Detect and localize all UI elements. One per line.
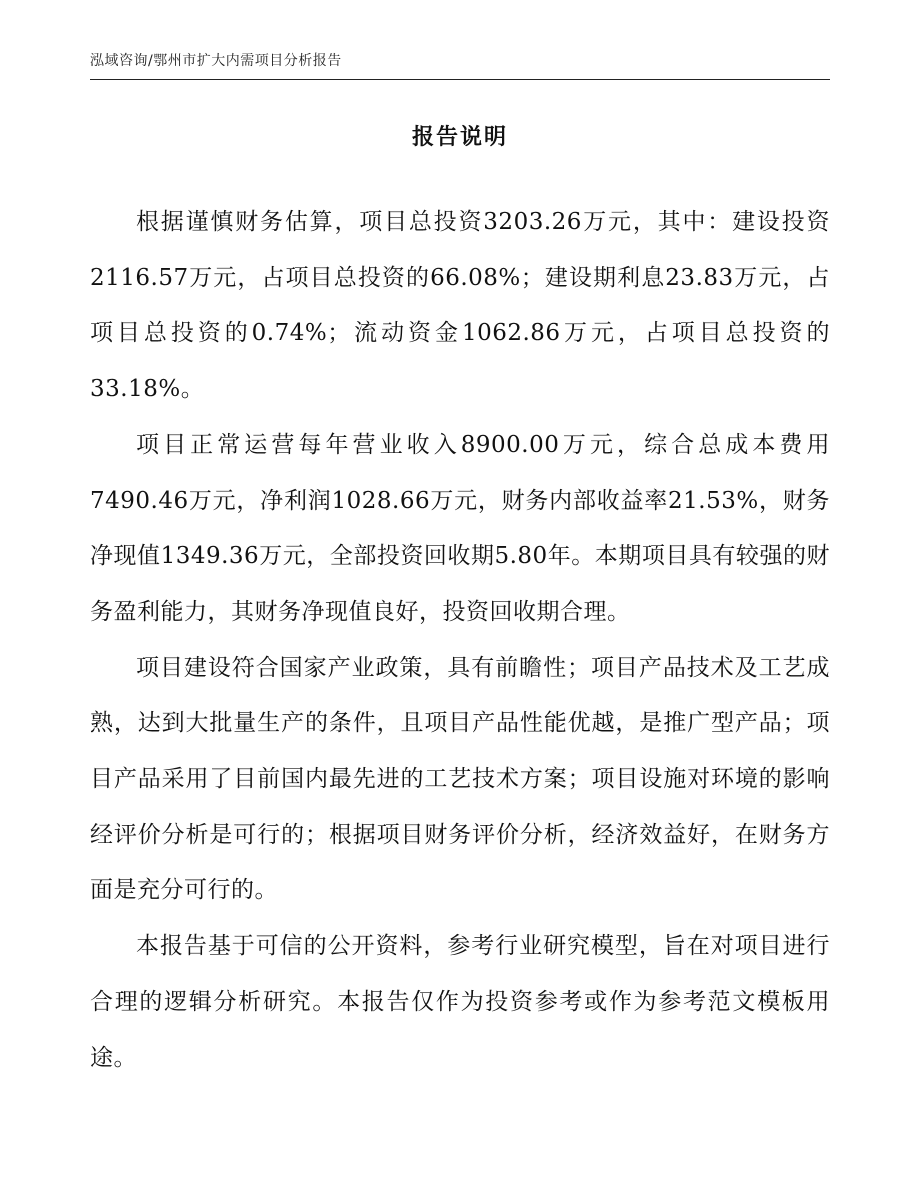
paragraph-feasibility: 项目建设符合国家产业政策，具有前瞻性；项目产品技术及工艺成熟，达到大批量生产的条件，且项目产品性能优越，是推广型产品；项目产品采用了目前国内最先进的工艺技术方案；项目设施对环境的影响经评价分析是可行的；根据项目财务评价分析，经济效益好，在财务方面是充分可行的。 <box>90 654 830 904</box>
header-divider <box>90 79 830 80</box>
paragraph-investment: 根据谨慎财务估算，项目总投资3203.26万元，其中：建设投资2116.57万元，占项目总投资的66.08%；建设期利息23.83万元，占项目总投资的0.74%；流动资金1062.86万元，占项目总投资的33.18%。 <box>90 209 830 403</box>
paragraph-disclaimer: 本报告基于可信的公开资料，参考行业研究模型，旨在对项目进行合理的逻辑分析研究。本报告仅作为投资参考或作为参考范文模板用途。 <box>90 933 830 1071</box>
report-body <box>90 195 830 1086</box>
paragraph-revenue: 项目正常运营每年营业收入8900.00万元，综合总成本费用7490.46万元，净利润1028.66万元，财务内部收益率21.53%，财务净现值1349.36万元，全部投资回收期5.80年。本期项目具有较强的财务盈利能力，其财务净现值良好，投资回收期合理。 <box>90 431 830 625</box>
running-header: 泓域咨询/鄂州市扩大内需项目分析报告 <box>90 53 342 69</box>
page-title: 报告说明 <box>411 125 508 150</box>
